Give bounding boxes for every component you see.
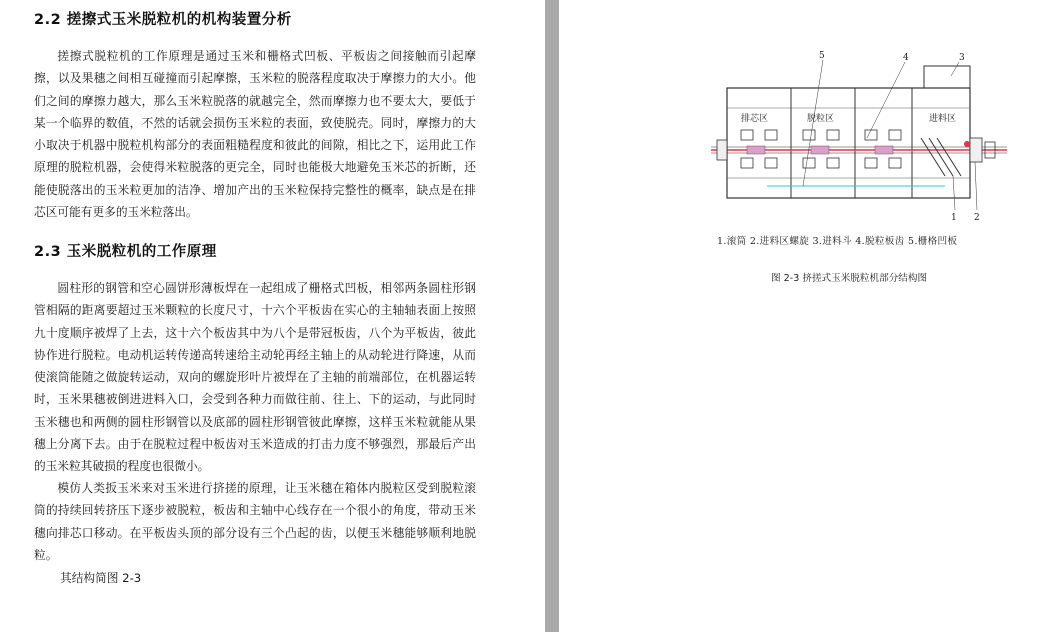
left-bearing	[717, 140, 727, 160]
section-2-3-paragraph-2: 模仿人类扳玉米来对玉米进行挤搓的原理，让玉米穗在箱体内脱粒区受到脱粒滚筒的持续回转挤压下逐步被脱粒，板齿和主轴中心线存在一个很小的角度，带动玉米穗向排芯口移动。在平板齿头顶的部分设有三个凸起的齿，以便玉米穗能够顺利地脱粒。	[34, 481, 476, 562]
callout-2: 2	[974, 213, 980, 223]
figure-legend: 1.滚筒 2.进料区螺旋 3.进料斗 4.脱粒板齿 5.栅格凹板	[717, 236, 958, 247]
callout-3: 3	[959, 53, 965, 63]
thresher-structure-diagram	[707, 46, 1017, 226]
screw-hub	[964, 141, 970, 147]
page-gutter	[545, 0, 559, 632]
structure-reference: 其结构简图 2-3	[60, 571, 142, 585]
feed-screw	[921, 138, 961, 176]
machine-housing	[727, 88, 970, 198]
section-2-3-heading: 2.3 玉米脱粒机的工作原理	[34, 244, 217, 260]
lower-teeth	[741, 158, 901, 168]
callout-1: 1	[951, 213, 957, 223]
section-2-3-paragraph-1: 圆柱形的钢管和空心圆饼形薄板焊在一起组成了栅格式凹板，相邻两条圆柱形钢管相隔的距离要超过玉米颗粒的长度尺寸，十六个平板齿在实心的主轴轴表面上按照九十度顺序被焊了上去，这十六个板齿其中为八个是带冠板齿，八个为平板齿，彼此协作进行脱粒。电动机运转传递高转速给主动轮再经主轴上的从动轮进行降速，从而使滚筒能随之做旋转运动，双向的螺旋形叶片被焊在了主轴的前端部位，在机器运转时，玉米果穗被倒进进料入口，会受到各种力而做往前、往上、下的运动，与此同时玉米穗也和两侧的圆柱形钢管以及底部的圆柱形钢管彼此摩擦，这样玉米粒就能从果穗上分离下去。由于在脱粒过程中板齿对玉米造成的打击力度不够强烈，那最后产出的玉米粒其破损的程度也很微小。	[34, 281, 476, 474]
right-bearing	[970, 138, 982, 162]
section-2-2-heading: 2.2 搓擦式玉米脱粒机的机构装置分析	[34, 12, 292, 28]
region-label-threshing: 脱粒区	[807, 114, 835, 124]
feed-hopper	[924, 66, 970, 88]
right-page	[559, 0, 1045, 632]
figure-caption: 图 2-3 挤搓式玉米脱粒机部分结构图	[771, 273, 928, 284]
callout-5: 5	[819, 51, 825, 61]
region-label-discharge: 排芯区	[741, 114, 769, 124]
upper-teeth	[741, 130, 901, 140]
section-2-2-paragraph: 搓擦式脱粒机的工作原理是通过玉米和栅格式凹板、平板齿之间接触而引起摩擦，以及果穗之间相互碰撞而引起摩擦，玉米粒的脱落程度取决于摩擦力的大小。他们之间的摩擦力越大，那么玉米粒脱落的就越完全，然而摩擦力也不要太大，要低于某一个临界的数值，不然的话就会损伤玉米粒的表面，致使脱壳。同时，摩擦力的大小取决于机器中脱粒机构部分的表面粗糙程度和彼此的间隙，相比之下，运用此工作原理的脱粒机器，会使得米粒脱落的更完全，同时也能极大地避免玉米芯的折断，还能使脱落出的玉米粒更加的洁净、增加产出的玉米粒保持完整性的概率，缺点是在排芯区可能有更多的玉米粒落出。	[34, 49, 476, 220]
callout-4: 4	[903, 53, 909, 63]
region-label-feed: 进料区	[929, 114, 957, 124]
